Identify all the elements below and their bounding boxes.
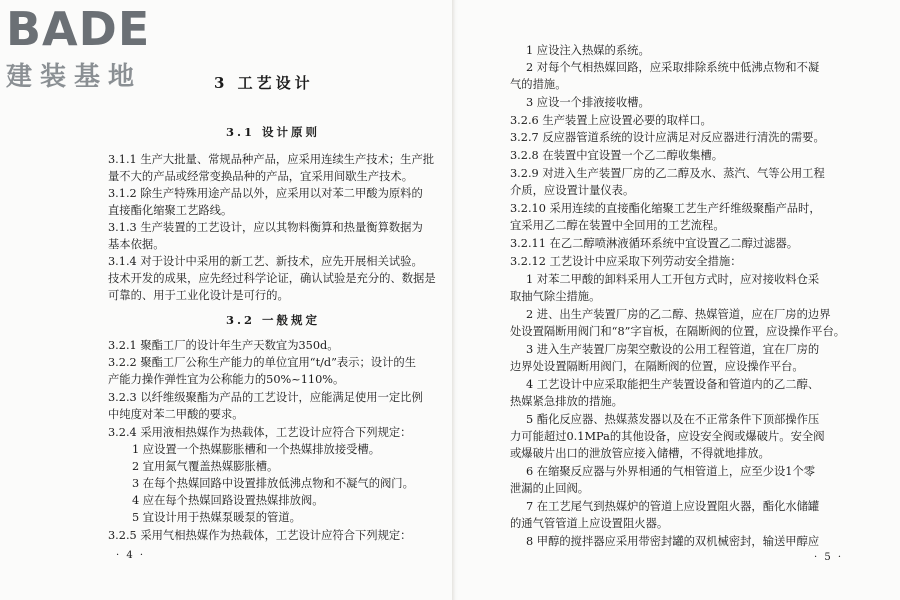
logo-chinese-text: 建装基地 [6,62,143,92]
text-line: 介质，应设置计量仪表。 [510,184,635,197]
text-line: 产能力操作弹性宜为公称能力的50%~110%。 [108,373,345,386]
list-item: 2 进、出生产装置厂房的乙二醇、热媒管道，应在厂房的边界 [526,308,831,321]
text-line: 3.1.2 除生产特殊用途产品以外，应采用以对苯二甲酸为原料的 [108,187,423,200]
text-line: 取抽气除尘措施。 [510,290,601,303]
logo-wordmark: BADE [6,2,151,56]
text-line: 基本依据。 [108,238,165,251]
text-line: 3.2.6 生产装置上应设置必要的取样口。 [510,114,712,127]
text-line: 量不大的产品或经常变换品种的产品，宜采用间歇生产技术。 [108,170,414,183]
list-item: 1 应设置一个热媒膨胀槽和一个热媒排放接受槽。 [132,443,381,456]
text-line: 3.2.5 采用气相热媒作为热载体，工艺设计应符合下列规定： [108,529,412,542]
page-number: · 4 · [116,550,146,561]
text-line: 的通气管管道上应设置阻火器。 [510,517,669,530]
list-item: 7 在工艺尾气到热媒炉的管道上应设置阻火器，酯化水储罐 [526,500,820,513]
text-line: 3.2.1 聚酯工厂的设计年生产天数宜为350d。 [108,339,339,352]
text-line: 3.2.9 对进入生产装置厂房的乙二醇及水、蒸汽、气等公用工程 [510,167,825,180]
text-line: 热媒紧急排放的措施。 [510,395,623,408]
text-line: 3.1.1 生产大批量、常规品种产品，应采用连续生产技术；生产批 [108,153,435,166]
text-line: 泄漏的止回阀。 [510,482,590,495]
page-number: · 5 · [814,552,844,563]
text-line: 技术开发的成果，应先经过科学论证，确认试验是充分的、数据是 [108,272,436,285]
list-item: 4 工艺设计中应采取能把生产装置设备和管道内的乙二醇、 [526,378,820,391]
list-item: 2 宜用氮气覆盖热媒膨胀槽。 [132,460,279,473]
list-item: 5 宜设计用于热媒泵暖泵的管道。 [132,511,301,524]
text-line: 直接酯化缩聚工艺路线。 [108,204,233,217]
text-line: 宜采用乙二醇在装置中全回用的工艺流程。 [510,219,725,232]
text-line: 3.2.4 采用液相热媒作为热载体，工艺设计应符合下列规定： [108,426,412,439]
text-line: 3.1.3 生产装置的工艺设计，应以其物料衡算和热量衡算数据为 [108,221,423,234]
text-line: 力可能超过0.1MPa的其他设备，应设安全阀或爆破片。安全阀 [510,430,825,443]
list-item: 1 应设注入热媒的系统。 [526,44,650,57]
text-line: 3.2.12 工艺设计中应采取下列劳动安全措施： [510,255,742,268]
text-line: 气的措施。 [510,78,567,91]
list-item: 5 酯化反应器、热媒蒸发器以及在不正常条件下顶部操作压 [526,413,820,426]
chapter-title: 3 工艺设计 [214,74,314,92]
list-item: 8 甲醇的搅拌器应采用带密封罐的双机械密封，输送甲醇应 [526,535,820,548]
text-line: 或爆破片出口的泄放管应接入储槽，不得就地排放。 [510,447,770,460]
list-item: 6 在缩聚反应器与外界相通的气相管道上，应至少设1个零 [526,465,816,478]
list-item: 1 对苯二甲酸的卸料采用人工开包方式时，应对接收料仓采 [526,273,820,286]
text-line: 3.2.8 在装置中宜设置一个乙二醇收集槽。 [510,149,724,162]
text-line: 3.2.11 在乙二醇喷淋液循环系统中宜设置乙二醇过滤器。 [510,237,799,250]
text-line: 3.2.10 采用连续的直接酯化缩聚工艺生产纤维级聚酯产品时， [510,202,821,215]
text-line: 3.2.7 反应器管道系统的设计应满足对反应器进行清洗的需要。 [510,131,825,144]
list-item: 3 应设一个排液接收槽。 [526,96,650,109]
text-line: 3.1.4 对于设计中采用的新工艺、新技术，应先开展相关试验。 [108,255,423,268]
text-line: 可靠的、用于工业化设计是可行的。 [108,289,289,302]
list-item: 3 进入生产装置厂房架空敷设的公用工程管道，宜在厂房的 [526,343,820,356]
text-line: 3.2.3 以纤维级聚酯为产品的工艺设计，应能满足使用一定比例 [108,391,423,404]
section-title-3-2: 3.2 一般规定 [226,313,321,327]
list-item: 4 应在每个热媒回路设置热媒排放阀。 [132,494,324,507]
list-item: 3 在每个热媒回路中设置排放低沸点物和不凝气的阀门。 [132,477,414,490]
text-line: 中纯度对苯二甲酸的要求。 [108,408,244,421]
list-item: 2 对每个气相热媒回路，应采取排除系统中低沸点物和不凝 [526,61,820,74]
text-line: 边界处设置隔断用阀门，在隔断阀的位置，应设操作平台。 [510,360,804,373]
text-line: 3.2.2 聚酯工厂公称生产能力的单位宜用“t/d”表示；设计的生 [108,356,416,369]
section-title-3-1: 3.1 设计原则 [226,125,321,139]
right-page [458,0,900,600]
text-line: 处设置隔断用阀门和“8”字盲板，在隔断阀的位置，应设操作平台。 [510,325,846,338]
bade-logo [6,2,176,92]
